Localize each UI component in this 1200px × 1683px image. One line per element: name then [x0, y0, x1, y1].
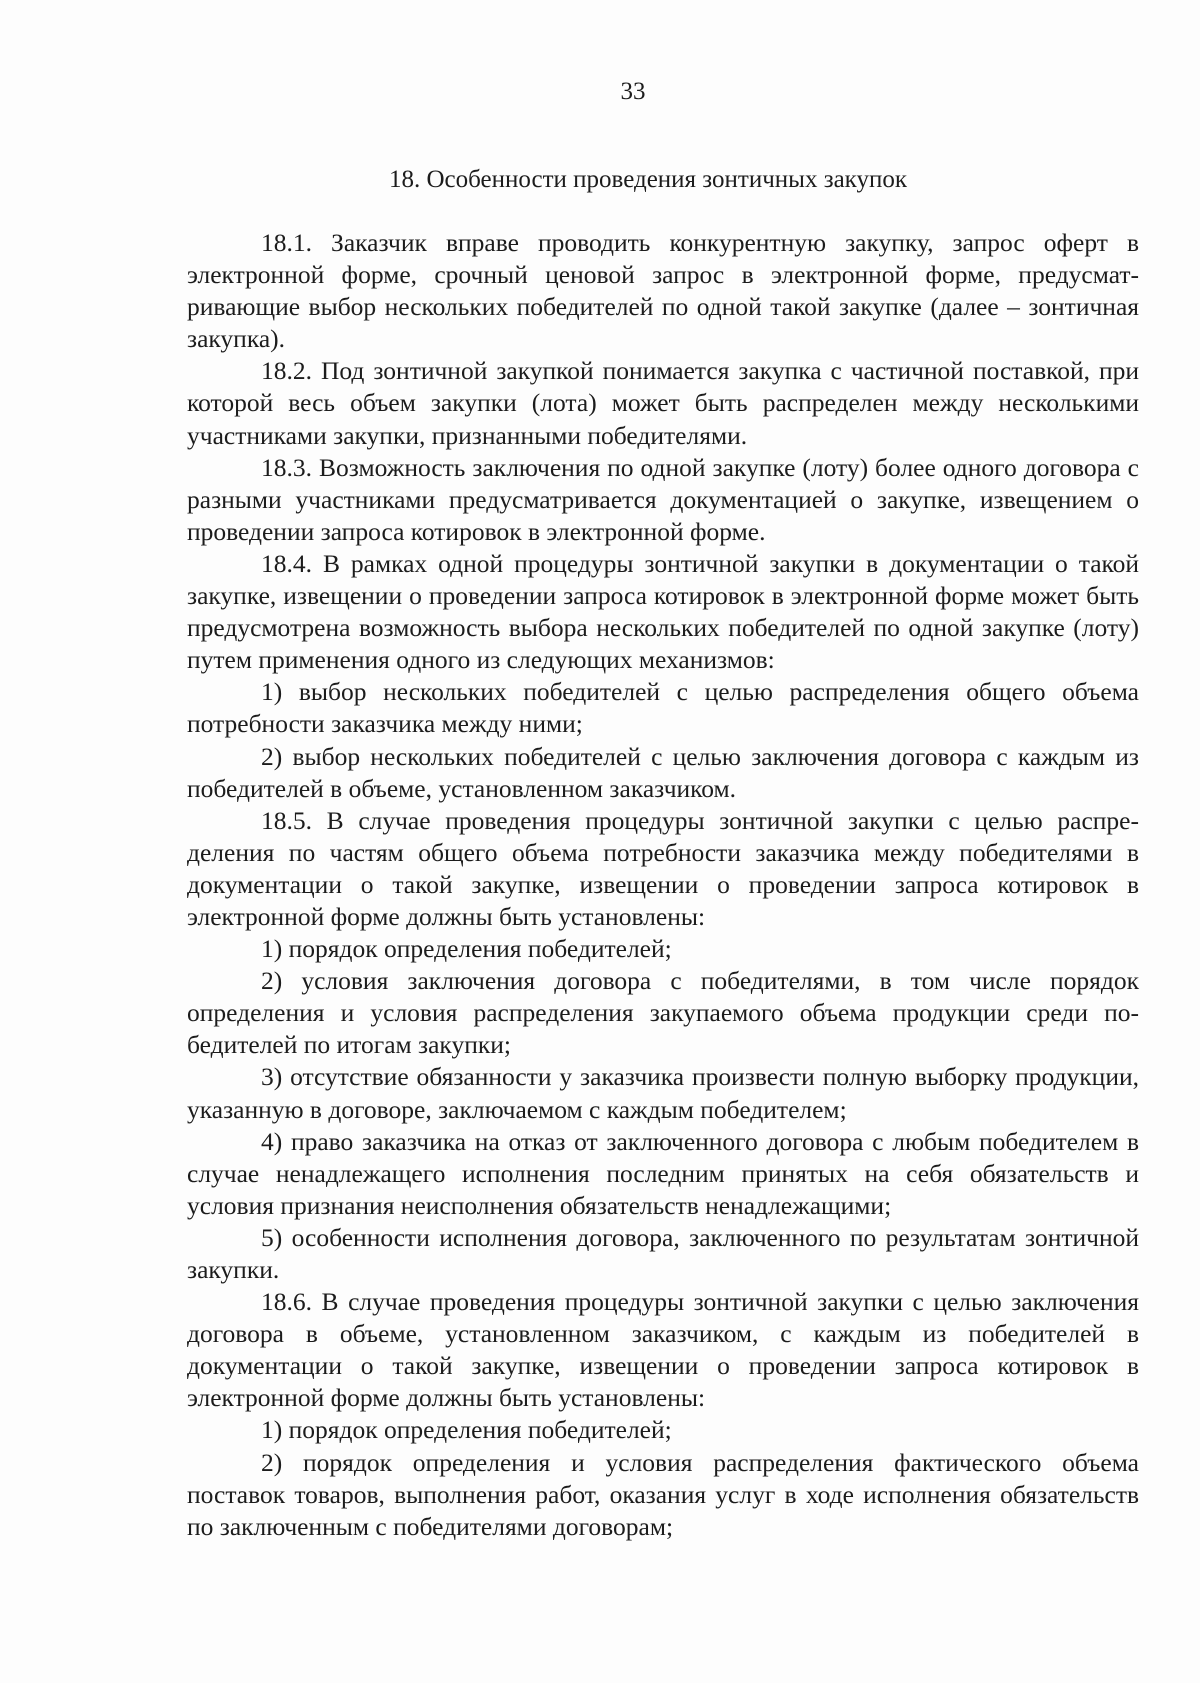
paragraph-18-2: 18.2. Под зонтичной закупкой понимается закупка с частичной поставкой, при которой весь объем закупки (лота) может быть распределен между несколькими участниками закупки, признанными победителями. [187, 356, 1139, 450]
page-number: 33 [620, 78, 646, 105]
section-title: 18. Особенности проведения зонтичных закупок [389, 166, 907, 193]
paragraph-18-4: 18.4. В рамках одной процедуры зонтичной закупки в документации о такой закупке, извещении о проведении запроса котировок в электронной форме может быть предусмотрена возможность выбора нескольких победителей по одной закупке (лоту) путем применения одного из следующих механизмов: [187, 548, 1139, 675]
list-item-18-5-4: 4) право заказчика на отказ от заключенного договора с любым победителем в случае ненадлежащего исполнения последним принятых на себя обязательств и условия признания неисполнения обязательств ненадлежащими; [187, 1126, 1139, 1220]
list-item-18-5-5: 5) особенности исполнения договора, заключенного по результатам зонтичной закупки. [187, 1222, 1139, 1284]
list-item-18-6-2: 2) порядок определения и условия распределения фактического объема поставок товаров, выполнения работ, оказания услуг в ходе исполнения обязательств по заключенным с победителями договорам; [187, 1447, 1139, 1541]
list-item-18-4-1: 1) выбор нескольких победителей с целью распределения общего объема потребности заказчика между ними; [187, 677, 1139, 739]
paragraph-18-6: 18.6. В случае проведения процедуры зонтичной закупки с целью заключения договора в объеме, установленном заказчиком, с каждым из победителей в документации о такой закупке, извещении о проведении запроса котировок в электронной форме должны быть установлены: [187, 1287, 1139, 1413]
body-text [187, 227, 1139, 1543]
list-item-18-5-1: 1) порядок определения победителей; [261, 934, 672, 964]
paragraph-18-3: 18.3. Возможность заключения по одной закупке (лоту) более одного договора с разными участниками предусматривается документацией о закупке, извещением о проведении запроса котировок в электронной форме. [187, 452, 1139, 546]
list-item-18-6-1: 1) порядок определения победителей; [261, 1415, 672, 1445]
list-item-18-4-2: 2) выбор нескольких победителей с целью заключения договора с каждым из победителей в объеме, установленном заказчиком. [187, 741, 1139, 803]
paragraph-18-5: 18.5. В случае проведения процедуры зонтичной закупки с целью распределения по частям общего объема потребности заказчика между победителями в документации о такой закупке, извещении о проведении запроса котировок в электронной форме должны быть установлены: [187, 805, 1139, 931]
list-item-18-5-2: 2) условия заключения договора с победителями, в том числе порядок определения и условия распределения закупаемого объема продукции среди победителей по итогам закупки; [187, 966, 1139, 1060]
list-item-18-5-3: 3) отсутствие обязанности у заказчика произвести полную выборку продукции, указанную в договоре, заключаемом с каждым победителем; [187, 1062, 1139, 1124]
paragraph-18-1: 18.1. Заказчик вправе проводить конкурентную закупку, запрос оферт в электронной форме, срочный ценовой запрос в электронной форме, предусматривающие выбор нескольких победителей по одной такой закупке (далее – зонтичная закупка). [187, 228, 1139, 354]
